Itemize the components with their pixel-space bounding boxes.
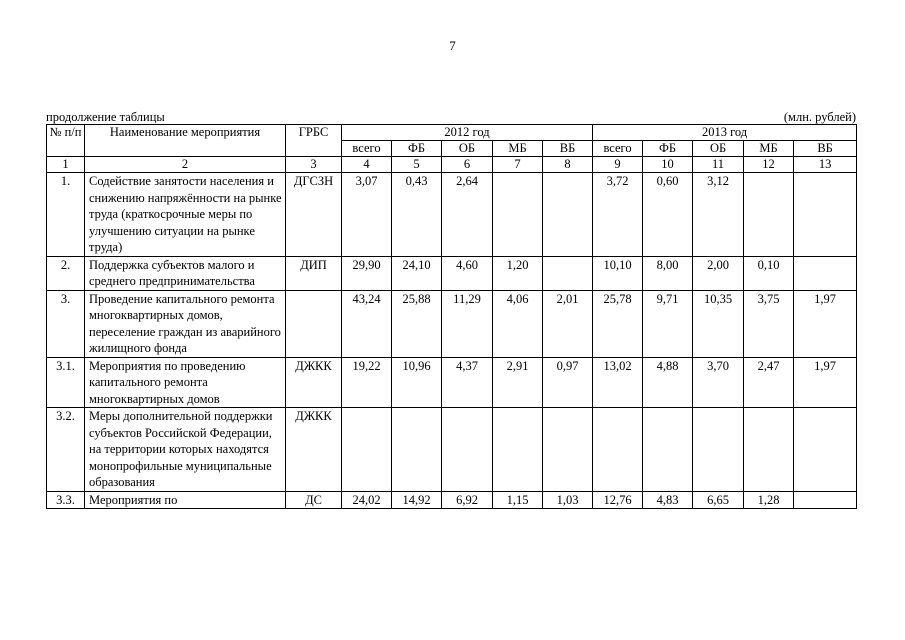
row-value: 9,71 [643,290,693,357]
row-value: 2,01 [543,290,593,357]
row-value [794,408,857,492]
column-index: 11 [693,157,744,173]
row-value [693,408,744,492]
table-row [47,408,857,492]
row-value [794,256,857,290]
row-value [442,408,493,492]
row-value: 3,72 [593,173,643,257]
row-grbs: ДИП [286,256,342,290]
row-number: 2. [47,256,85,290]
header-sub: всего [593,141,643,157]
column-index: 3 [286,157,342,173]
row-name: Проведение капитального ремонта многоквартирных домов, переселение граждан из аварийного жилищного фонда [85,290,286,357]
row-value [543,173,593,257]
row-value: 4,88 [643,357,693,408]
row-value: 2,64 [442,173,493,257]
row-value: 3,07 [342,173,392,257]
row-value [342,408,392,492]
budget-table [46,124,857,509]
header-year-2012: 2012 год [342,125,593,141]
row-value: 10,35 [693,290,744,357]
row-value: 10,96 [392,357,442,408]
column-index: 5 [392,157,442,173]
row-value: 1,03 [543,491,593,509]
row-value [794,491,857,509]
row-grbs [286,290,342,357]
row-value: 2,91 [493,357,543,408]
column-index: 9 [593,157,643,173]
row-value: 4,60 [442,256,493,290]
row-value [493,173,543,257]
row-number: 3.2. [47,408,85,492]
column-index: 4 [342,157,392,173]
row-value: 12,76 [593,491,643,509]
column-index: 13 [794,157,857,173]
row-number: 3. [47,290,85,357]
row-value: 6,65 [693,491,744,509]
header-sub: ОБ [693,141,744,157]
row-value [794,173,857,257]
row-name: Меры дополнительной поддержки субъектов Российской Федерации, на территории которых находятся монопрофильные муниципальные образования [85,408,286,492]
row-value: 14,92 [392,491,442,509]
header-sub: всего [342,141,392,157]
row-value [744,173,794,257]
column-index: 12 [744,157,794,173]
row-value: 25,88 [392,290,442,357]
row-value: 0,97 [543,357,593,408]
row-value: 10,10 [593,256,643,290]
row-value: 4,83 [643,491,693,509]
row-name: Поддержка субъектов малого и среднего предпринимательства [85,256,286,290]
row-value: 25,78 [593,290,643,357]
row-value [392,408,442,492]
row-value [543,408,593,492]
row-grbs: ДГСЗН [286,173,342,257]
row-value [643,408,693,492]
row-number: 3.1. [47,357,85,408]
header-sub: МБ [744,141,794,157]
header-name: Наименование мероприятия [85,125,286,157]
row-value: 1,97 [794,357,857,408]
column-index: 2 [85,157,286,173]
column-index: 7 [493,157,543,173]
header-no: № п/п [47,125,85,157]
header-row-top [47,125,857,141]
row-value: 2,00 [693,256,744,290]
row-name: Мероприятия по проведению капитального ремонта многоквартирных домов [85,357,286,408]
header-grbs: ГРБС [286,125,342,157]
row-value [543,256,593,290]
header-sub: ВБ [543,141,593,157]
row-value: 24,02 [342,491,392,509]
table-row [47,256,857,290]
row-value: 29,90 [342,256,392,290]
row-value: 0,60 [643,173,693,257]
row-value: 24,10 [392,256,442,290]
header-sub: ОБ [442,141,493,157]
row-value: 0,10 [744,256,794,290]
table-row [47,491,857,509]
header-sub: ФБ [643,141,693,157]
header-sub: ФБ [392,141,442,157]
row-value: 2,47 [744,357,794,408]
table-units-label: (млн. рублей) [783,110,856,124]
row-grbs: ДЖКК [286,357,342,408]
header-year-2013: 2013 год [593,125,857,141]
row-value: 13,02 [593,357,643,408]
header-sub: МБ [493,141,543,157]
row-value: 1,28 [744,491,794,509]
column-index: 8 [543,157,593,173]
row-value: 43,24 [342,290,392,357]
row-value: 11,29 [442,290,493,357]
table-row [47,290,857,357]
table-row [47,357,857,408]
table-row [47,173,857,257]
row-value: 4,37 [442,357,493,408]
row-value [744,408,794,492]
row-value: 4,06 [493,290,543,357]
row-value: 3,70 [693,357,744,408]
row-grbs: ДС [286,491,342,509]
page-number: 7 [449,38,456,53]
table-continuation-label: продолжение таблицы [46,110,165,124]
row-number: 3.3. [47,491,85,509]
row-value: 3,75 [744,290,794,357]
column-index-row [47,157,857,173]
header-sub: ВБ [794,141,857,157]
row-name: Мероприятия по [85,491,286,509]
column-index: 6 [442,157,493,173]
column-index: 1 [47,157,85,173]
row-value [593,408,643,492]
row-value: 8,00 [643,256,693,290]
row-value [493,408,543,492]
row-value: 1,15 [493,491,543,509]
row-name: Содействие занятости населения и снижению напряжённости на рынке труда (краткосрочные меры по улучшению ситуации на рынке труда) [85,173,286,257]
row-value: 19,22 [342,357,392,408]
row-value: 1,20 [493,256,543,290]
row-value: 6,92 [442,491,493,509]
row-grbs: ДЖКК [286,408,342,492]
row-value: 1,97 [794,290,857,357]
column-index: 10 [643,157,693,173]
row-value: 3,12 [693,173,744,257]
row-value: 0,43 [392,173,442,257]
row-number: 1. [47,173,85,257]
